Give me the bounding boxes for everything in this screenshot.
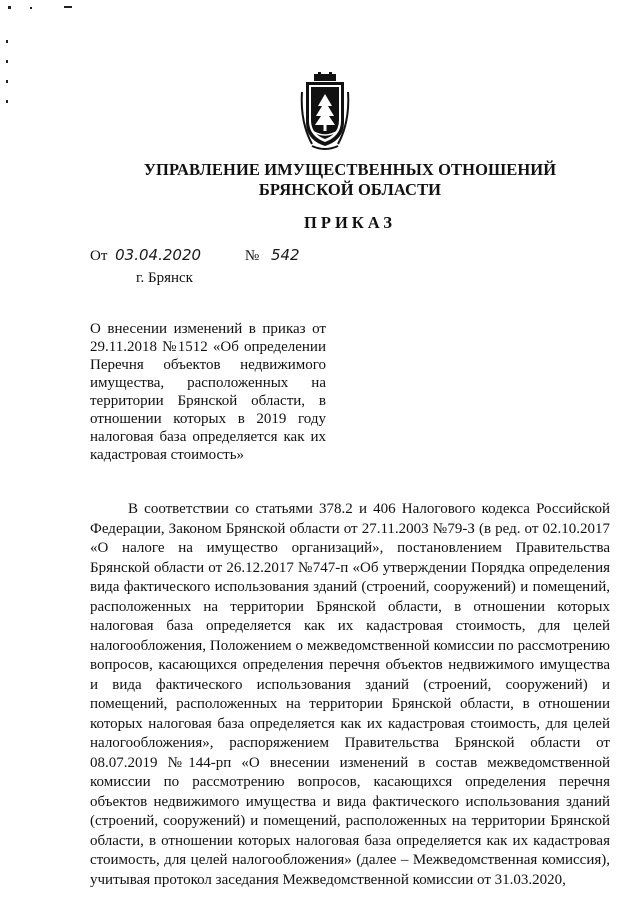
number-value: 542 [270, 246, 300, 264]
city: г. Брянск [136, 270, 193, 286]
order-subject-text: О внесении изменений в приказ от 29.11.2018 №1512 «Об определении Перечня объектов недвижимого имущества, расположенных на территории Брянской области, в отношении которых в 2019 году налоговая база определяется как их кадастровая стоимость» [90, 321, 326, 463]
organization-line-2: БРЯНСКОЙ ОБЛАСТИ [258, 180, 442, 199]
date-value: 03.04.2020 [115, 246, 202, 264]
order-subject [90, 320, 326, 464]
date-label: От [90, 248, 108, 264]
date-number-row [90, 246, 300, 270]
body-paragraph: В соответствии со статьями 378.2 и 406 Налогового кодекса Российской Федерации, Законом Брянской области от 27.11.2003 №79-З (в ред. от 02.10.2017 «О налоге на имущество организаций», постановлением Правительства Брянской области от 26.12.2017 №747-п «Об утверждении Порядка определения вида фактического использования зданий (строений, сооружений) и помещений, расположенных на территории Брянской области, в отношении которых налоговая база определяется как их кадастровая стоимость, для целей налогообложения, Положением о межведомственной комиссии по рассмотрению вопросов, касающихся определения перечня объектов недвижимого имущества и вида фактического использования зданий (строений, сооружений) и помещений, расположенных на территории Брянской области, в отношении которых налоговая база определяется как их кадастровая стоимость, для целей налогообложения», распоряжением Правительства Брянской области от 08.07.2019 №144-рп «О внесении изменений в состав межведомственной комиссии по рассмотрению вопросов, касающихся определения перечня объектов недвижимого имущества и вида фактического использования зданий (строений, сооружений) и помещений, расположенных на территории Брянской области, в отношении которых налоговая база определяется как их кадастровая стоимость, для целей налогообложения» (далее – Межведомственная комиссия), учитывая протокол заседания Межведомственной комиссии от 31.03.2020, [90, 501, 610, 888]
scan-mark [6, 60, 8, 63]
scan-mark [6, 40, 8, 43]
scan-mark [30, 7, 32, 9]
number-label: № [244, 248, 260, 264]
scan-mark [8, 6, 11, 9]
scan-mark [6, 80, 8, 83]
document-type: ПРИКАЗ [304, 213, 396, 232]
scan-mark [64, 6, 72, 8]
organization-line-1: УПРАВЛЕНИЕ ИМУЩЕСТВЕННЫХ ОТНОШЕНИЙ [143, 160, 557, 179]
document-body [90, 500, 610, 890]
coat-of-arms-icon [298, 72, 352, 152]
scan-mark [6, 100, 8, 103]
organization-name [0, 160, 640, 200]
